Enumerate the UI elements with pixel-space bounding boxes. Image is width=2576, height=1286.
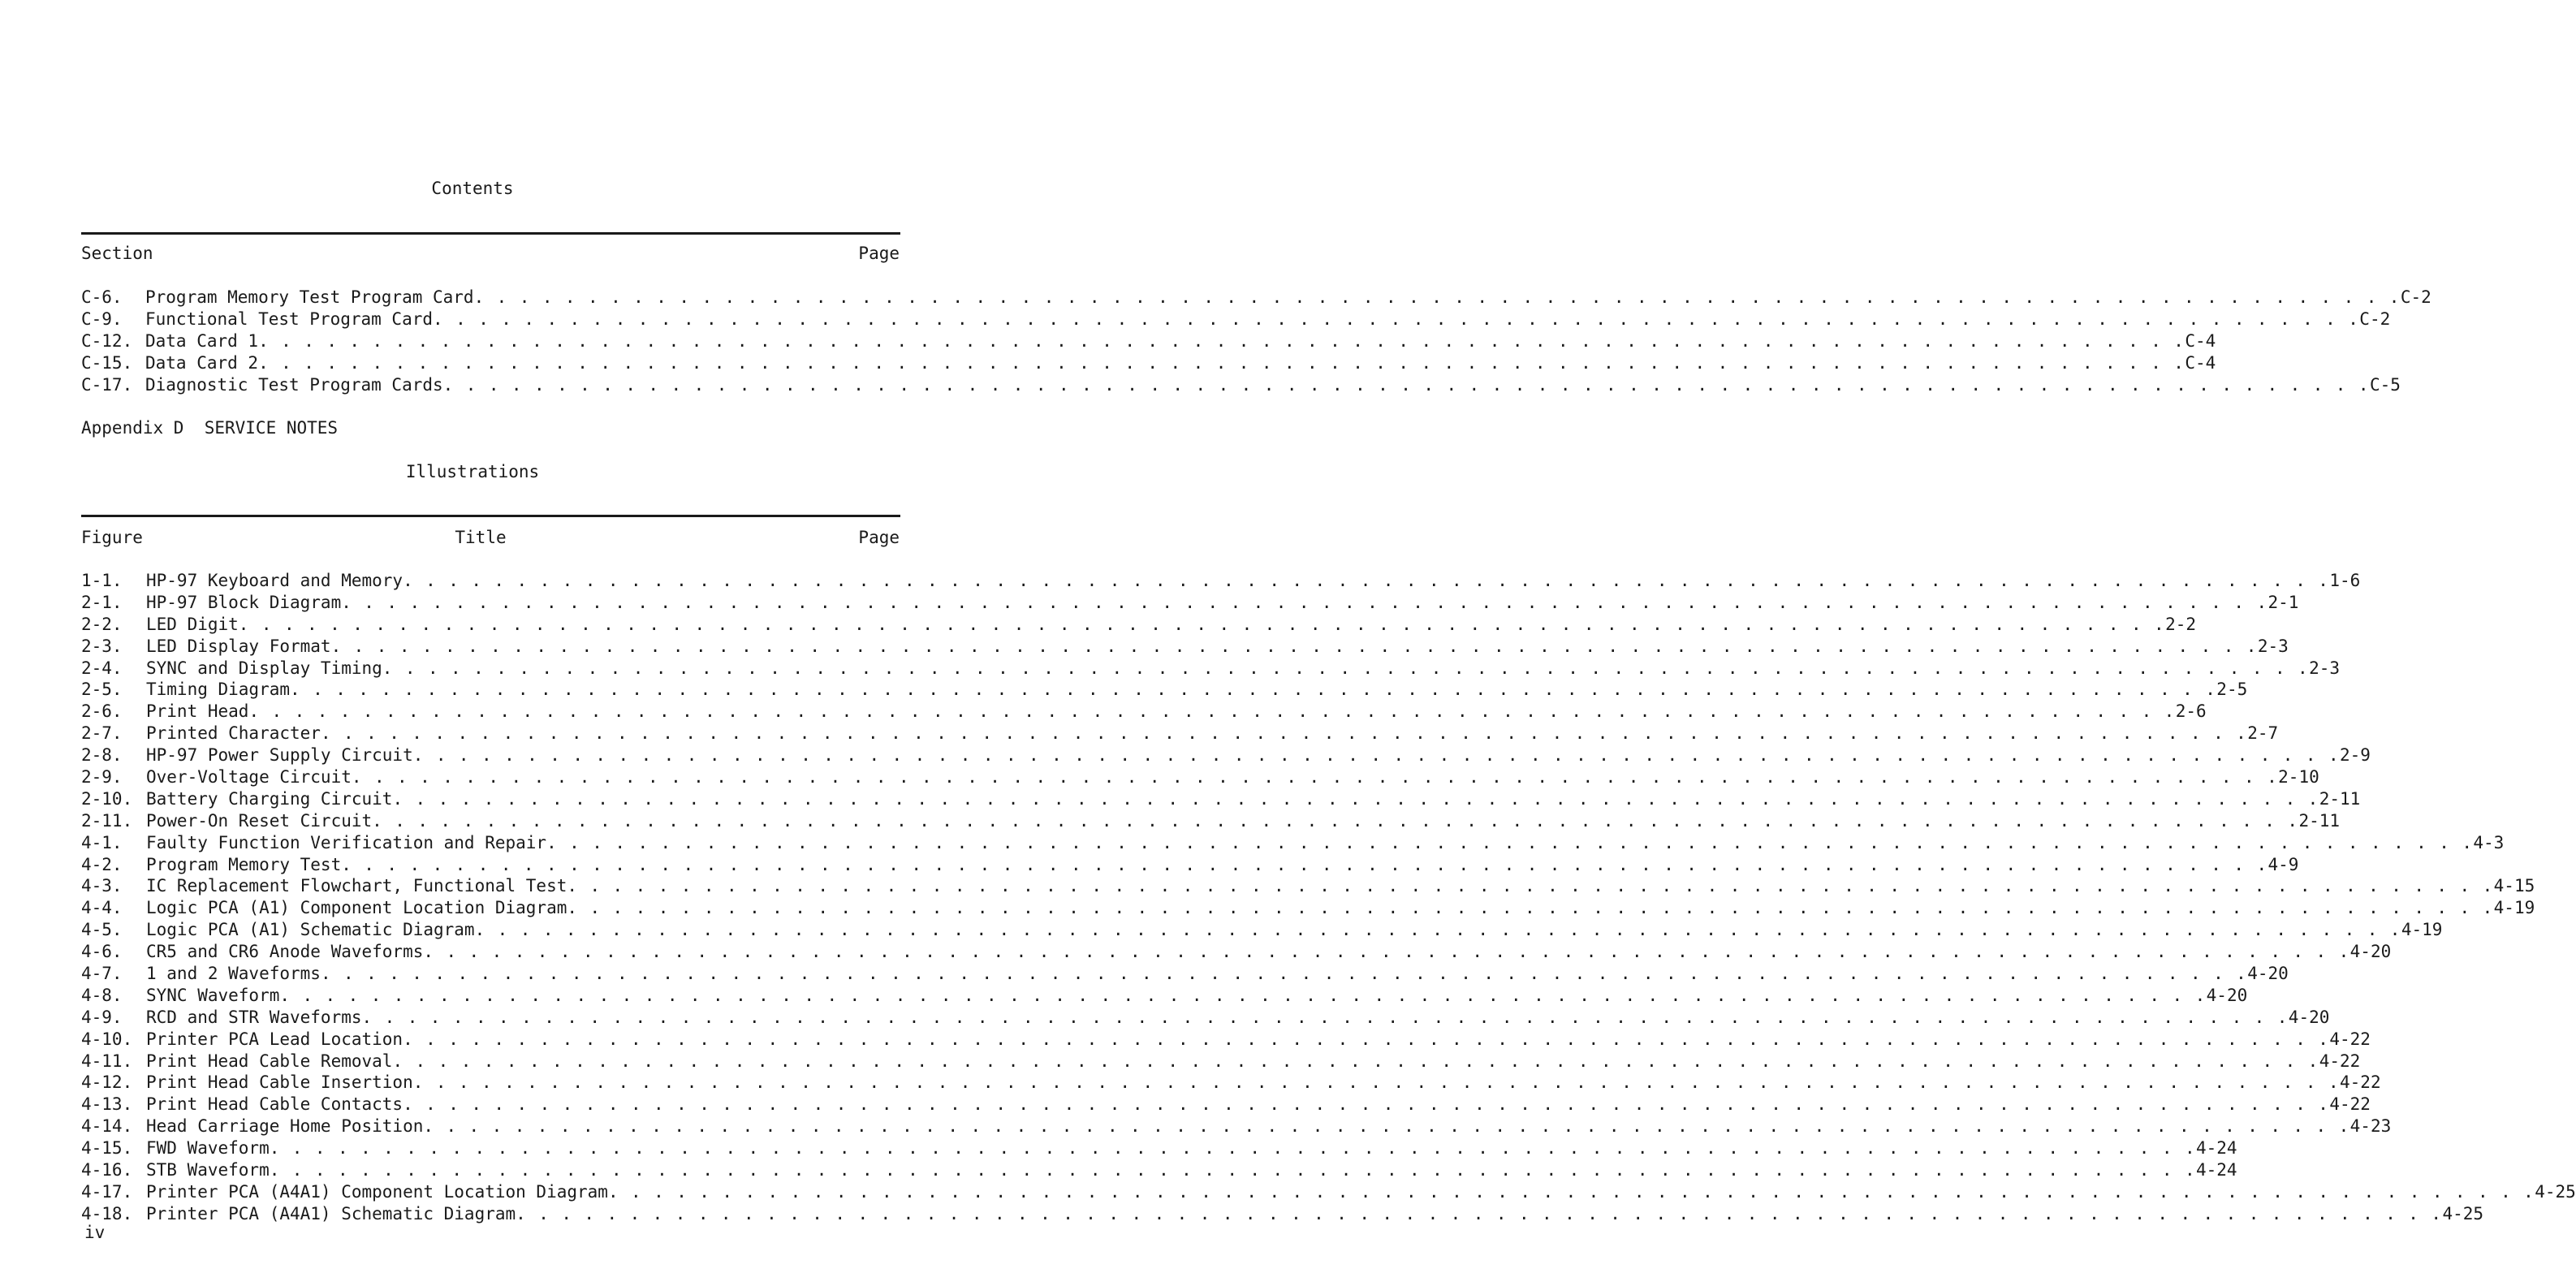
toc-entry — [81, 287, 2431, 309]
figure-title: Head Carriage Home Position — [146, 1116, 424, 1137]
dot-leader: . . . . . . . . . . . . . . . . . . . . . . . . . . . . . . . . . . . . . . . . . . . . . . . . . . . . . . . . . . . . . . . . . . . . . . . . . . . . . . . . . . . . . — [279, 985, 2207, 1005]
figure-number: 4-8. — [81, 985, 123, 1005]
figure-title: LED Display Format — [146, 636, 331, 656]
figure-page: 2-6 — [2175, 701, 2207, 722]
figure-entry — [81, 897, 2535, 919]
figure-entry — [81, 875, 2535, 897]
dot-leader: . . . . . . . . . . . . . . . . . . . . . . . . . . . . . . . . . . . . . . . . . . . . . . . . . . . . . . . . . . . . . . . . . . . . . . . . . . . . . . . . . . . . . — [382, 658, 2310, 678]
figure-page: 4-22 — [2329, 1029, 2371, 1049]
dot-leader: . . . . . . . . . . . . . . . . . . . . . . . . . . . . . . . . . . . . . . . . . . . . . . . . . . . . . . . . . . . . . . . . . . . . . . . . . . . . . . . . . . . . . — [361, 1007, 2289, 1027]
dot-leader: . . . . . . . . . . . . . . . . . . . . . . . . . . . . . . . . . . . . . . . . . . . . . . . . . . . . . . . . . . . . . . . . . . . . . . . . . . . . . . . . . . . . . — [412, 1072, 2341, 1093]
figure-page: 4-3 — [2473, 832, 2505, 852]
page-column-label: Page — [858, 244, 900, 263]
figure-page: 4-9 — [2267, 854, 2299, 874]
figure-number: 2-1. — [81, 592, 123, 612]
figure-number: 4-13. — [81, 1094, 133, 1115]
entry-page: C-2 — [2359, 309, 2391, 329]
entry-number: C-12. — [81, 330, 133, 351]
dot-leader: . . . . . . . . . . . . . . . . . . . . . . . . . . . . . . . . . . . . . . . . . . . . . . . . . . . . . . . . . . . . . . . . . . . . . . . . . . . . . . . . . . . . . — [351, 767, 2279, 788]
figure-title: Print Head Cable Removal — [146, 1051, 393, 1071]
dot-leader: . . . . . . . . . . . . . . . . . . . . . . . . . . . . . . . . . . . . . . . . . . . . . . . . . . . . . . . . . . . . . . . . . . . . . . . . . . . . . . . . . . . . . — [567, 898, 2494, 918]
dot-leader: . . . . . . . . . . . . . . . . . . . . . . . . . . . . . . . . . . . . . . . . . . . . . . . . . . . . . . . . . . . . . . . . . . . . . . . . . . . . . . . . . . . . . — [403, 571, 2330, 590]
figure-number: 4-17. — [81, 1181, 133, 1202]
dot-leader: . . . . . . . . . . . . . . . . . . . . . . . . . . . . . . . . . . . . . . . . . . . . . . . . . . . . . . . . . . . . . . . . . . . . . . . . . . . . . . . . . . . . . — [258, 330, 2186, 351]
figure-number: 1-1. — [81, 571, 123, 590]
figure-number: 4-5. — [81, 920, 123, 940]
figure-entry — [81, 744, 2371, 766]
figure-number: 4-18. — [81, 1203, 133, 1223]
figure-title: RCD and STR Waveforms — [146, 1007, 362, 1027]
figure-entry — [81, 658, 2341, 680]
dot-leader: . . . . . . . . . . . . . . . . . . . . . . . . . . . . . . . . . . . . . . . . . . . . . . . . . . . . . . . . . . . . . . . . . . . . . . . . . . . . . . . . . . . . . — [423, 942, 2350, 962]
entry-title: Program Memory Test Program Card — [145, 287, 474, 307]
figure-entry — [81, 1029, 2371, 1051]
figure-title: Printed Character — [146, 723, 321, 744]
figure-page: 2-5 — [2216, 680, 2248, 700]
figure-number: 4-11. — [81, 1051, 133, 1071]
figure-number: 2-3. — [81, 636, 123, 656]
contents-divider — [81, 232, 900, 235]
figure-number: 4-9. — [81, 1007, 123, 1027]
figure-page: 4-20 — [2288, 1007, 2330, 1027]
entry-number: C-9. — [81, 309, 123, 329]
section-list — [81, 287, 2431, 395]
entry-page: C-5 — [2369, 374, 2401, 395]
figure-title: SYNC and Display Timing — [146, 658, 382, 678]
figure-number: 4-16. — [81, 1160, 133, 1180]
figure-title: HP-97 Block Diagram — [146, 592, 342, 612]
figure-title: HP-97 Power Supply Circuit — [146, 745, 413, 766]
figure-number: 2-8. — [81, 745, 123, 766]
figure-entry — [81, 636, 2289, 658]
figure-number: 2-2. — [81, 614, 123, 634]
dot-leader: . . . . . . . . . . . . . . . . . . . . . . . . . . . . . . . . . . . . . . . . . . . . . . . . . . . . . . . . . . . . . . . . . . . . . . . . . . . . . . . . . . . . . — [423, 1116, 2350, 1137]
figure-number: 2-9. — [81, 767, 123, 788]
figure-title: LED Digit — [146, 614, 239, 634]
figure-number: 2-4. — [81, 658, 123, 678]
figure-title: 1 and 2 Waveforms — [146, 964, 321, 984]
dot-leader: . . . . . . . . . . . . . . . . . . . . . . . . . . . . . . . . . . . . . . . . . . . . . . . . . . . . . . . . . . . . . . . . . . . . . . . . . . . . . . . . . . . . . — [320, 723, 2248, 744]
dot-leader: . . . . . . . . . . . . . . . . . . . . . . . . . . . . . . . . . . . . . . . . . . . . . . . . . . . . . . . . . . . . . . . . . . . . . . . . . . . . . . . . . . . . . — [412, 745, 2341, 766]
figure-title: Faulty Function Verification and Repair — [146, 832, 547, 852]
figure-page: 2-7 — [2247, 723, 2279, 744]
contents-heading: Contents — [431, 179, 514, 198]
dot-leader: . . . . . . . . . . . . . . . . . . . . . . . . . . . . . . . . . . . . . . . . . . . . . . . . . . . . . . . . . . . . . . . . . . . . . . . . . . . . . . . . . . . . . — [372, 810, 2299, 831]
figure-number: 4-15. — [81, 1138, 133, 1159]
appendix-entry: Appendix D SERVICE NOTES — [81, 418, 339, 438]
figure-entry — [81, 941, 2392, 963]
figure-entry — [81, 854, 2299, 876]
dot-leader: . . . . . . . . . . . . . . . . . . . . . . . . . . . . . . . . . . . . . . . . . . . . . . . . . . . . . . . . . . . . . . . . . . . . . . . . . . . . . . . . . . . . . — [392, 1051, 2319, 1071]
figure-entry — [81, 701, 2207, 723]
figure-entry — [81, 1094, 2371, 1116]
figure-page: 4-22 — [2319, 1051, 2361, 1071]
section-column-label: Section — [81, 244, 153, 263]
figure-title: Logic PCA (A1) Schematic Diagram — [146, 920, 475, 940]
figure-entry — [81, 985, 2248, 1007]
figure-entry — [81, 1181, 2576, 1203]
figure-page: 2-11 — [2298, 810, 2341, 831]
figure-page: 4-22 — [2340, 1072, 2381, 1093]
dot-leader: . . . . . . . . . . . . . . . . . . . . . . . . . . . . . . . . . . . . . . . . . . . . . . . . . . . . . . . . . . . . . . . . . . . . . . . . . . . . . . . . . . . . . — [546, 832, 2474, 852]
entry-title: Data Card 1 — [145, 330, 259, 351]
figure-number: 2-5. — [81, 680, 123, 700]
figure-title: HP-97 Keyboard and Memory — [146, 571, 403, 590]
figure-title: Power-On Reset Circuit — [146, 810, 373, 831]
figure-number: 2-7. — [81, 723, 123, 744]
figure-entry — [81, 1051, 2361, 1072]
figure-page: 4-19 — [2401, 920, 2443, 940]
figure-entry — [81, 1159, 2237, 1181]
dot-leader: . . . . . . . . . . . . . . . . . . . . . . . . . . . . . . . . . . . . . . . . . . . . . . . . . . . . . . . . . . . . . . . . . . . . . . . . . . . . . . . . . . . . . — [474, 920, 2401, 940]
figure-number: 4-4. — [81, 898, 123, 918]
figure-entry — [81, 723, 2279, 744]
dot-leader: . . . . . . . . . . . . . . . . . . . . . . . . . . . . . . . . . . . . . . . . . . . . . . . . . . . . . . . . . . . . . . . . . . . . . . . . . . . . . . . . . . . . . — [403, 1094, 2330, 1115]
figure-entry — [81, 788, 2361, 810]
figure-number: 4-6. — [81, 942, 123, 962]
figure-number: 4-3. — [81, 876, 123, 896]
figure-title: Logic PCA (A1) Component Location Diagram — [146, 898, 567, 918]
figure-title: Printer PCA (A4A1) Schematic Diagram — [146, 1203, 516, 1223]
figure-number: 2-10. — [81, 788, 133, 809]
figure-page: 4-25 — [2442, 1203, 2484, 1223]
toc-entry — [81, 352, 2216, 374]
page-column-label: Page — [858, 528, 900, 547]
figure-entry — [81, 963, 2289, 985]
dot-leader: . . . . . . . . . . . . . . . . . . . . . . . . . . . . . . . . . . . . . . . . . . . . . . . . . . . . . . . . . . . . . . . . . . . . . . . . . . . . . . . . . . . . . — [341, 854, 2268, 874]
figure-title: Over-Voltage Circuit — [146, 767, 352, 788]
dot-leader: . . . . . . . . . . . . . . . . . . . . . . . . . . . . . . . . . . . . . . . . . . . . . . . . . . . . . . . . . . . . . . . . . . . . . . . . . . . . . . . . . . . . . — [607, 1181, 2535, 1202]
figure-page: 4-23 — [2349, 1116, 2392, 1137]
figure-number: 4-14. — [81, 1116, 133, 1137]
title-column-label: Title — [455, 528, 507, 547]
figure-list — [81, 570, 2576, 1225]
figure-page: 4-20 — [2349, 942, 2392, 962]
figure-title: Printer PCA (A4A1) Component Location Diagram — [146, 1181, 608, 1202]
entry-number: C-17. — [81, 374, 133, 395]
figure-page: 4-20 — [2247, 964, 2289, 984]
figure-page: 2-1 — [2267, 592, 2299, 612]
entry-page: C-4 — [2185, 352, 2216, 373]
figure-page: 4-22 — [2329, 1094, 2371, 1115]
figure-number: 4-7. — [81, 964, 123, 984]
figure-entry — [81, 1007, 2330, 1029]
toc-entry — [81, 330, 2216, 352]
figure-title: Print Head Cable Insertion — [146, 1072, 413, 1093]
figure-title: Battery Charging Circuit — [146, 788, 393, 809]
dot-leader: . . . . . . . . . . . . . . . . . . . . . . . . . . . . . . . . . . . . . . . . . . . . . . . . . . . . . . . . . . . . . . . . . . . . . . . . . . . . . . . . . . . . . — [403, 1029, 2330, 1049]
figure-page: 1-6 — [2329, 571, 2361, 590]
dot-leader: . . . . . . . . . . . . . . . . . . . . . . . . . . . . . . . . . . . . . . . . . . . . . . . . . . . . . . . . . . . . . . . . . . . . . . . . . . . . . . . . . . . . . — [473, 287, 2401, 307]
entry-number: C-15. — [81, 352, 133, 373]
figure-entry — [81, 1072, 2381, 1094]
figure-page: 2-3 — [2257, 636, 2289, 656]
figure-page: 2-2 — [2165, 614, 2197, 634]
figure-number: 4-10. — [81, 1029, 133, 1049]
illustrations-divider — [81, 515, 900, 517]
figure-title: Timing Diagram — [146, 680, 291, 700]
entry-page: C-4 — [2185, 330, 2216, 351]
figure-title: Program Memory Test — [146, 854, 342, 874]
figure-number: 4-12. — [81, 1072, 133, 1093]
figure-number: 4-1. — [81, 832, 123, 852]
figure-title: Print Head Cable Contacts — [146, 1094, 403, 1115]
toc-entry — [81, 309, 2391, 330]
figure-page: 4-24 — [2196, 1160, 2237, 1180]
dot-leader: . . . . . . . . . . . . . . . . . . . . . . . . . . . . . . . . . . . . . . . . . . . . . . . . . . . . . . . . . . . . . . . . . . . . . . . . . . . . . . . . . . . . . — [392, 788, 2319, 809]
figure-page: 4-24 — [2196, 1138, 2237, 1159]
figure-page: 4-25 — [2535, 1181, 2576, 1202]
dot-leader: . . . . . . . . . . . . . . . . . . . . . . . . . . . . . . . . . . . . . . . . . . . . . . . . . . . . . . . . . . . . . . . . . . . . . . . . . . . . . . . . . . . . . — [248, 701, 2176, 722]
figure-entry — [81, 766, 2319, 788]
figure-entry — [81, 679, 2248, 701]
figure-number: 2-11. — [81, 810, 133, 831]
dot-leader: . . . . . . . . . . . . . . . . . . . . . . . . . . . . . . . . . . . . . . . . . . . . . . . . . . . . . . . . . . . . . . . . . . . . . . . . . . . . . . . . . . . . . — [320, 964, 2248, 984]
dot-leader: . . . . . . . . . . . . . . . . . . . . . . . . . . . . . . . . . . . . . . . . . . . . . . . . . . . . . . . . . . . . . . . . . . . . . . . . . . . . . . . . . . . . . — [269, 1160, 2196, 1180]
figure-page: 4-19 — [2493, 898, 2535, 918]
figure-title: IC Replacement Flowchart, Functional Test — [146, 876, 567, 896]
figure-entry — [81, 614, 2197, 636]
figure-entry — [81, 1137, 2237, 1159]
dot-leader: . . . . . . . . . . . . . . . . . . . . . . . . . . . . . . . . . . . . . . . . . . . . . . . . . . . . . . . . . . . . . . . . . . . . . . . . . . . . . . . . . . . . . — [567, 876, 2494, 896]
figure-page: 4-15 — [2493, 876, 2535, 896]
figure-page: 2-11 — [2319, 788, 2361, 809]
toc-entry — [81, 374, 2401, 396]
entry-page: C-2 — [2400, 287, 2431, 307]
entry-title: Functional Test Program Card — [145, 309, 434, 329]
figure-entry — [81, 592, 2299, 614]
figure-entry — [81, 832, 2505, 854]
dot-leader: . . . . . . . . . . . . . . . . . . . . . . . . . . . . . . . . . . . . . . . . . . . . . . . . . . . . . . . . . . . . . . . . . . . . . . . . . . . . . . . . . . . . . — [433, 309, 2360, 329]
entry-title: Data Card 2 — [145, 352, 259, 373]
figure-title: Printer PCA Lead Location — [146, 1029, 403, 1049]
figure-title: Print Head — [146, 701, 249, 722]
figure-title: SYNC Waveform — [146, 985, 280, 1005]
entry-title: Diagnostic Test Program Cards — [145, 374, 443, 395]
figure-title: FWD Waveform — [146, 1138, 270, 1159]
figure-entry — [81, 919, 2443, 941]
figure-entry — [81, 1203, 2484, 1225]
dot-leader: . . . . . . . . . . . . . . . . . . . . . . . . . . . . . . . . . . . . . . . . . . . . . . . . . . . . . . . . . . . . . . . . . . . . . . . . . . . . . . . . . . . . . — [258, 352, 2186, 373]
figure-page: 2-9 — [2340, 745, 2371, 766]
dot-leader: . . . . . . . . . . . . . . . . . . . . . . . . . . . . . . . . . . . . . . . . . . . . . . . . . . . . . . . . . . . . . . . . . . . . . . . . . . . . . . . . . . . . . — [442, 374, 2370, 395]
figure-title: STB Waveform — [146, 1160, 270, 1180]
dot-leader: . . . . . . . . . . . . . . . . . . . . . . . . . . . . . . . . . . . . . . . . . . . . . . . . . . . . . . . . . . . . . . . . . . . . . . . . . . . . . . . . . . . . . — [516, 1203, 2443, 1223]
dot-leader: . . . . . . . . . . . . . . . . . . . . . . . . . . . . . . . . . . . . . . . . . . . . . . . . . . . . . . . . . . . . . . . . . . . . . . . . . . . . . . . . . . . . . — [290, 680, 2217, 700]
figure-number: 4-2. — [81, 854, 123, 874]
figure-entry — [81, 1116, 2392, 1137]
figure-title: CR5 and CR6 Anode Waveforms — [146, 942, 424, 962]
figure-page: 2-3 — [2309, 658, 2341, 678]
figure-page: 4-20 — [2206, 985, 2248, 1005]
figure-column-label: Figure — [81, 528, 143, 547]
figure-entry — [81, 570, 2361, 592]
figure-number: 2-6. — [81, 701, 123, 722]
figure-entry — [81, 810, 2341, 832]
dot-leader: . . . . . . . . . . . . . . . . . . . . . . . . . . . . . . . . . . . . . . . . . . . . . . . . . . . . . . . . . . . . . . . . . . . . . . . . . . . . . . . . . . . . . — [341, 592, 2268, 612]
page-number: iv — [84, 1223, 106, 1242]
dot-leader: . . . . . . . . . . . . . . . . . . . . . . . . . . . . . . . . . . . . . . . . . . . . . . . . . . . . . . . . . . . . . . . . . . . . . . . . . . . . . . . . . . . . . — [330, 636, 2258, 656]
dot-leader: . . . . . . . . . . . . . . . . . . . . . . . . . . . . . . . . . . . . . . . . . . . . . . . . . . . . . . . . . . . . . . . . . . . . . . . . . . . . . . . . . . . . . — [238, 614, 2166, 634]
illustrations-heading: Illustrations — [405, 462, 540, 481]
figure-page: 2-10 — [2278, 767, 2319, 788]
dot-leader: . . . . . . . . . . . . . . . . . . . . . . . . . . . . . . . . . . . . . . . . . . . . . . . . . . . . . . . . . . . . . . . . . . . . . . . . . . . . . . . . . . . . . — [269, 1138, 2196, 1159]
entry-number: C-6. — [81, 287, 123, 307]
